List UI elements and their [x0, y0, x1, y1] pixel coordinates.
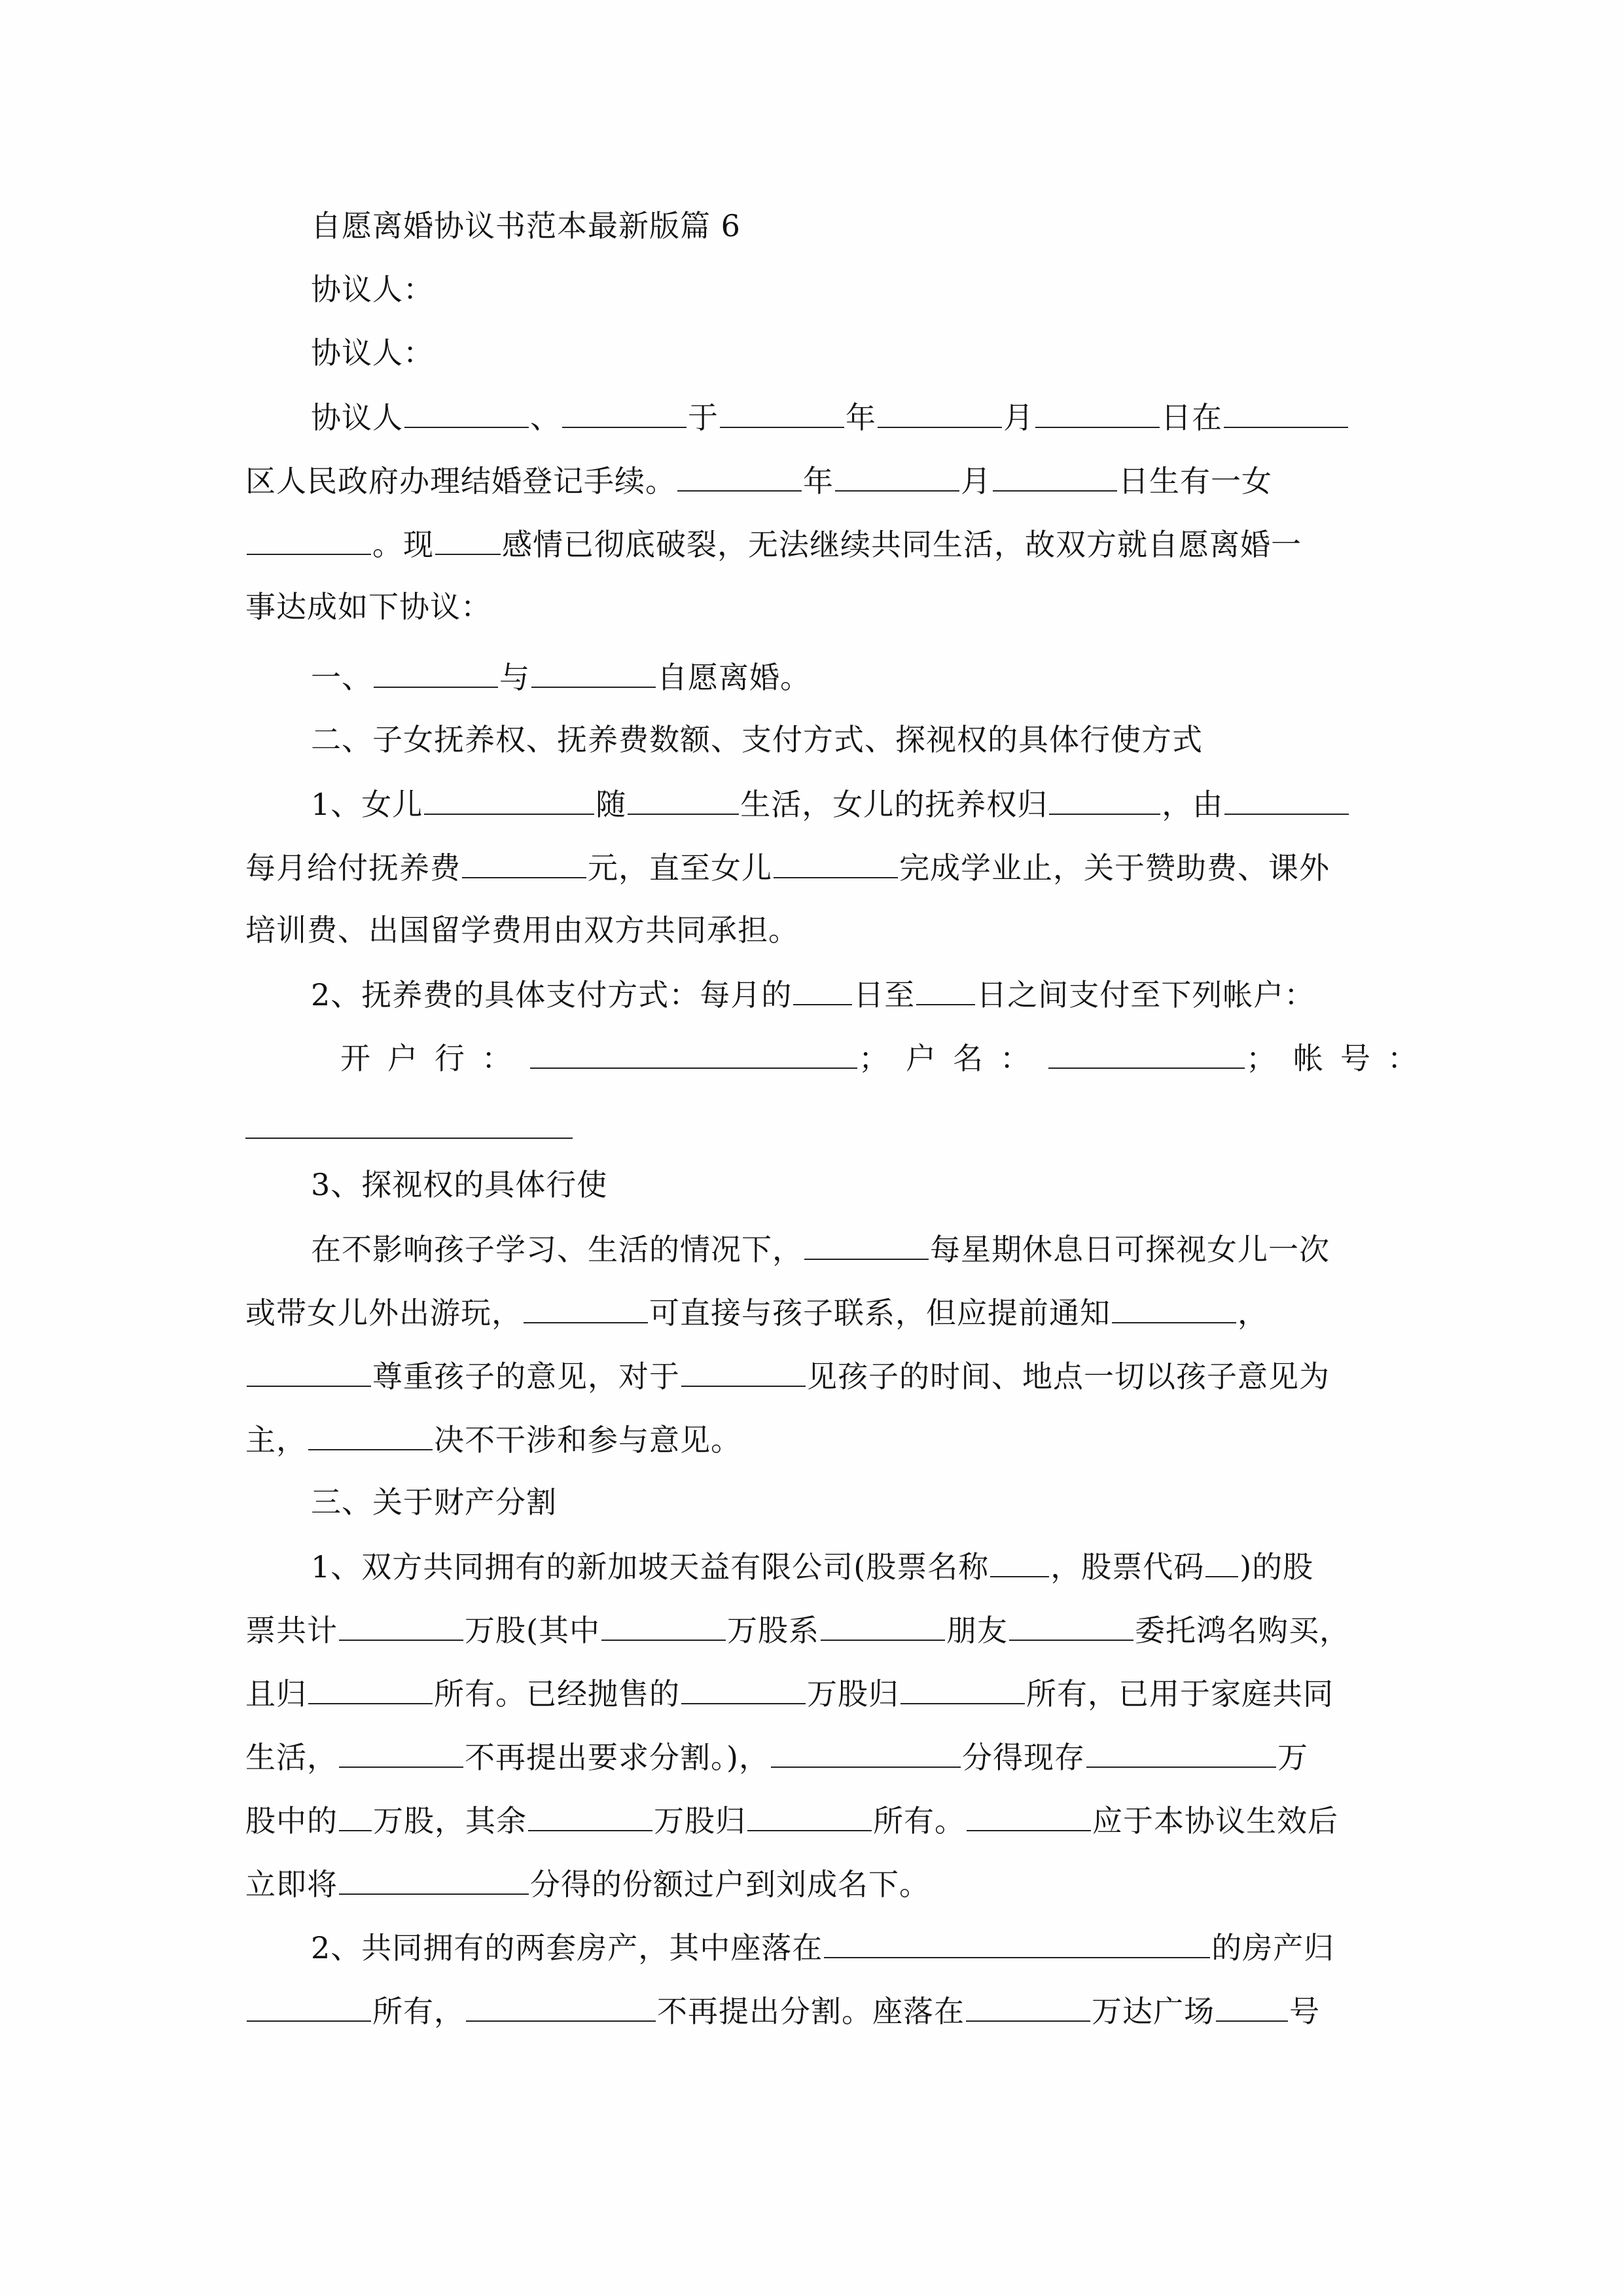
line-text: 日之间支付至下列帐户： [976, 977, 1315, 1013]
fill-in-blank[interactable] [793, 974, 852, 1005]
line-text: 区人民政府办理结婚登记手续。 [245, 463, 676, 499]
fill-in-blank[interactable] [835, 460, 959, 492]
line-text: 生活，女儿的抚养权归 [740, 787, 1048, 822]
line-text: 的房产归 [1211, 1930, 1335, 1965]
line-text: 完成学业止，关于赞助费、课外 [899, 850, 1330, 886]
fill-in-blank[interactable] [308, 1673, 433, 1704]
fill-in-blank[interactable] [339, 1800, 372, 1831]
line-text: 号 [1289, 1994, 1320, 2029]
agreement-line [245, 1355, 1384, 1396]
line-text: 万股，其余 [373, 1803, 527, 1839]
fill-in-blank[interactable] [1216, 1990, 1288, 2022]
line-text: 所有。已经抛售的 [434, 1676, 680, 1712]
line-text: 事达成如下协议： [245, 589, 491, 624]
fill-in-blank[interactable] [1049, 783, 1160, 815]
fill-in-blank[interactable] [878, 397, 1002, 428]
line-text: 万股归 [807, 1676, 899, 1712]
fill-in-blank[interactable] [530, 1037, 857, 1069]
line-text: 票共计 [245, 1613, 338, 1648]
fill-in-blank[interactable] [966, 1990, 1090, 2022]
line-text: 所有， [372, 1994, 465, 2029]
line-text: 委托鸿名购买， [1134, 1613, 1350, 1648]
line-text: ， [1238, 1295, 1268, 1331]
fill-in-blank[interactable] [1035, 397, 1160, 428]
line-text: 见孩子的时间、地点一切以孩子意见为 [807, 1359, 1330, 1394]
fill-in-blank[interactable] [374, 656, 498, 688]
line-text: 分得的份额过户到刘成名下。 [530, 1867, 930, 1902]
line-text: 二、子女抚养权、抚养费数额、支付方式、探视权的具体行使方式 [311, 722, 1203, 757]
fill-in-blank[interactable] [404, 397, 529, 428]
line-text: 应于本协议生效后 [1092, 1803, 1338, 1839]
line-text: 或带女儿外出游玩， [245, 1295, 522, 1331]
line-text: 朋友 [946, 1613, 1008, 1648]
line-text: 一、 [311, 660, 372, 695]
line-text: 分得现存 [961, 1740, 1085, 1775]
line-text: 不再提出要求分割。)， [465, 1740, 770, 1775]
line-text: 自愿离婚。 [657, 660, 811, 695]
line-text: 且归 [245, 1676, 307, 1712]
agreement-line [311, 1927, 1384, 1967]
line-text: 开户行： [340, 1041, 529, 1076]
fill-in-blank[interactable] [804, 1229, 929, 1260]
line-text: 万股系 [726, 1613, 819, 1648]
line-text: 随 [596, 787, 627, 822]
line-text: 感情已彻底破裂，无法继续共同生活，故双方就自愿离婚一 [502, 527, 1302, 562]
line-text: 主， [245, 1422, 307, 1458]
fill-in-blank[interactable] [628, 783, 739, 815]
agreement-line [245, 1736, 1384, 1777]
fill-in-blank[interactable] [424, 783, 594, 815]
fill-in-blank[interactable] [1086, 1736, 1276, 1768]
line-text: 。现 [372, 527, 434, 562]
fill-in-blank[interactable] [1224, 397, 1348, 428]
fill-in-blank[interactable] [993, 460, 1117, 492]
agreement-line [311, 397, 1384, 437]
fill-in-blank[interactable] [824, 1927, 1210, 1958]
fill-in-blank[interactable] [339, 1863, 529, 1895]
line-text: 培训费、出国留学费用由双方共同承担。 [245, 912, 799, 948]
agreement-line [245, 1419, 1384, 1460]
fill-in-blank[interactable] [677, 460, 802, 492]
line-text: 三、关于财产分割 [311, 1484, 557, 1520]
agreement-line [245, 1673, 1384, 1713]
line-text: 年 [846, 400, 876, 435]
agreement-line [311, 1546, 1384, 1587]
line-text: 、 [530, 400, 561, 435]
agreement-line [245, 1609, 1384, 1650]
line-text: 每星期休息日可探视女儿一次 [930, 1232, 1330, 1267]
fill-in-blank[interactable] [967, 1800, 1091, 1831]
line-text: 生活， [245, 1740, 338, 1775]
fill-in-blank[interactable] [247, 524, 371, 555]
fill-in-blank[interactable] [524, 1292, 648, 1323]
line-text: 元，直至女儿 [588, 850, 772, 886]
line-text: 月 [961, 463, 991, 499]
fill-in-blank[interactable] [1224, 783, 1349, 815]
fill-in-blank[interactable] [562, 397, 687, 428]
fill-in-blank[interactable] [247, 1990, 371, 2022]
line-text: 1、女儿 [311, 787, 423, 822]
fill-in-blank[interactable] [821, 1609, 945, 1641]
line-text: 2、抚养费的具体支付方式：每月的 [311, 977, 793, 1013]
fill-in-blank[interactable] [901, 1673, 1025, 1704]
agreement-line [245, 847, 1384, 888]
fill-in-blank[interactable] [747, 1800, 872, 1831]
agreement-line [245, 460, 1384, 501]
line-text: 不再提出分割。座落在 [657, 1994, 965, 2029]
line-text: 于 [688, 400, 719, 435]
fill-in-blank[interactable] [339, 1609, 463, 1641]
line-text: 股中的 [245, 1803, 338, 1839]
agreement-line [245, 1292, 1384, 1333]
fill-in-blank[interactable] [247, 1355, 371, 1387]
agreement-line [311, 1482, 1384, 1522]
agreement-line [245, 910, 1384, 950]
line-text: 与 [499, 660, 530, 695]
agreement-line [311, 783, 1384, 824]
agreement-line [311, 720, 1384, 759]
party-2-label: 协议人： [311, 335, 434, 370]
line-text: 日生有一女 [1118, 463, 1272, 499]
line-text: 可直接与孩子联系，但应提前通知 [649, 1295, 1111, 1331]
fill-in-blank[interactable] [1009, 1609, 1133, 1641]
line-text: 万达广场 [1092, 1994, 1215, 2029]
agreement-line [340, 1037, 1435, 1078]
line-text: 所有。 [873, 1803, 965, 1839]
account-number-blank-line [245, 1138, 573, 1139]
line-text: 1、双方共同拥有的新加坡天益有限公司(股票名称 [311, 1549, 990, 1585]
line-text: 协议人 [311, 400, 403, 435]
agreement-line [245, 1863, 1384, 1904]
agreement-line [245, 587, 1384, 626]
agreement-line [245, 524, 1384, 564]
line-text: ；帐号： [1246, 1041, 1435, 1076]
line-text: ，股票代码 [1050, 1549, 1205, 1585]
fill-in-blank[interactable] [1112, 1292, 1236, 1323]
fill-in-blank[interactable] [339, 1736, 463, 1768]
fill-in-blank[interactable] [528, 1800, 652, 1831]
line-text: ；户名： [859, 1041, 1047, 1076]
fill-in-blank[interactable] [720, 397, 844, 428]
line-text: 3、探视权的具体行使 [311, 1167, 608, 1202]
line-text: 所有，已用于家庭共同 [1026, 1676, 1334, 1712]
fill-in-blank[interactable] [771, 1736, 961, 1768]
agreement-line [245, 1990, 1384, 2031]
line-text: 尊重孩子的意见，对于 [372, 1359, 680, 1394]
fill-in-blank[interactable] [916, 974, 975, 1005]
line-text: 日至 [853, 977, 916, 1013]
fill-in-blank[interactable] [1205, 1546, 1238, 1577]
agreement-line [245, 1800, 1384, 1840]
line-text: 立即将 [245, 1867, 338, 1902]
agreement-line [311, 974, 1384, 1014]
fill-in-blank[interactable] [1048, 1037, 1245, 1069]
agreement-line [311, 1229, 1384, 1269]
agreement-line [311, 1165, 1384, 1204]
party-1-label: 协议人： [311, 272, 434, 307]
fill-in-blank[interactable] [601, 1609, 726, 1641]
line-text: 决不干涉和参与意见。 [434, 1422, 741, 1458]
fill-in-blank[interactable] [466, 1990, 656, 2022]
line-text: )的股 [1240, 1549, 1314, 1585]
fill-in-blank[interactable] [462, 847, 586, 878]
line-text: 月 [1003, 400, 1034, 435]
line-text: 万股(其中 [465, 1613, 600, 1648]
line-text: 在不影响孩子学习、生活的情况下， [311, 1232, 803, 1267]
fill-in-blank[interactable] [681, 1355, 806, 1387]
line-text: 万 [1277, 1740, 1308, 1775]
line-text: 每月给付抚养费 [245, 850, 461, 886]
fill-in-blank[interactable] [681, 1673, 806, 1704]
document-title: 自愿离婚协议书范本最新版篇 6 [311, 208, 741, 243]
fill-in-blank[interactable] [308, 1419, 433, 1450]
fill-in-blank[interactable] [990, 1546, 1049, 1577]
line-text: 日在 [1161, 400, 1222, 435]
line-text: ，由 [1162, 787, 1224, 822]
line-text: 万股归 [654, 1803, 746, 1839]
agreement-line [311, 656, 1384, 697]
fill-in-blank[interactable] [531, 656, 656, 688]
line-text: 年 [803, 463, 834, 499]
fill-in-blank[interactable] [435, 524, 501, 555]
line-text: 2、共同拥有的两套房产，其中座落在 [311, 1930, 823, 1965]
fill-in-blank[interactable] [774, 847, 898, 878]
